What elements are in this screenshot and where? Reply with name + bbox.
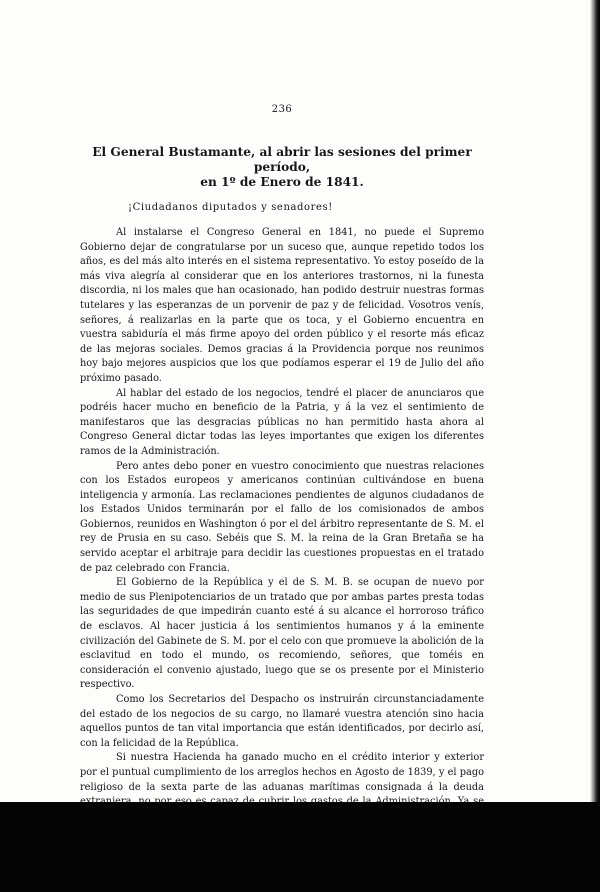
scan-right-edge-shadow: [590, 0, 600, 892]
paragraph: Como los Secretarios del Despacho os instruirán circunstanciadamente del estado de los negocios de su cargo, no llamaré vuestra atención sino hacia aquellos puntos de tan vital importancia que están identificados, por decirlo así, con la felicidad de la República.: [80, 694, 484, 749]
scan-bottom-border: [0, 802, 600, 892]
paragraph: Al instalarse el Congreso General en 1841, no puede el Supremo Gobierno dejar de congratularse por un suceso que, aunque repetido todos los años, es del más alto interés en el sistema representativo. Yo estoy poseído de la más viva alegría al considerar que en los anteriores trastornos, ni la funesta discordia, ni los males que han ocasionado, han podido destruir nuestras formas tutelares y las esperanzas de un porvenir de paz y de felicidad. Vosotros venís, señores, á realizarlas en la parte que os toca, y el Gobierno encuentra en vuestra sabiduría el más firme apoyo del orden público y el resorte más eficaz de las mejoras sociales. Demos gracias á la Providencia porque nos reunimos hoy bajo mejores auspicios que los que podíamos esperar el 19 de Julio del año próximo pasado.: [80, 227, 484, 384]
paragraph: Si nuestra Hacienda ha ganado mucho en el crédito interior y exterior por el puntual cumplimiento de los arreglos hechos en Agosto de 1839, y el pago religioso de la sexta parte de las aduanas marítimas consignada á la deuda: [80, 752, 484, 793]
title-line: El General Bustamante, al abrir las sesiones del primer período,: [92, 145, 472, 174]
title-line: en 1º de Enero de 1841.: [200, 175, 364, 189]
salutation: ¡Ciudadanos diputados y senadores!: [128, 202, 333, 213]
paragraph: Pero antes debo poner en vuestro conocimiento que nuestras relaciones con los Estados europeos y americanos continúan cultivándose en buena inteligencia y armonía. Las reclamaciones pendientes de algunos ciudadanos de los Estados Unidos terminarán por el fallo de los comisionados de ambos Gobiernos, reunidos en Washington ó por el del árbitro representante de S. M. el rey de Prusia en su caso. Sebéis que S. M. la reina de la Gran Bretaña se ha servido aceptar el arbitraje para decidir las cuestiones propuestas en el tratado de paz celebrado con Francia.: [80, 460, 484, 574]
paragraph: El Gobierno de la República y el de S. M. B. se ocupan de nuevo por medio de sus Plenipotenciarios de un tratado que por ambas partes presta todas las seguridades de que impedirán cuanto esté á su alcance el horroroso tráfico de esclavos. Al hacer justicia á los sentimientos humanos y á la eminente civilización del Gabinete de S. M. por el celo con que promueve la abolición de la esclavitud en todo el mundo, os recomiendo, señores, que toméis en consideración el convenio ajustado, luego que se os presente por el Ministerio respectivo.: [80, 577, 484, 691]
paragraph: Al hablar del estado de los negocios, tendré el placer de anunciaros que podréis hacer mucho en beneficio de la Patria, y á la vez el sentimiento de manifestaros que las desgracias públicas no han permitido hasta ahora al Congreso General dictar todas las leyes importantes que exigen los diferentes ramos de la Administración.: [80, 387, 484, 457]
speech-title: [80, 145, 484, 190]
page-number: 236: [271, 104, 293, 115]
document-body: [80, 96, 484, 868]
